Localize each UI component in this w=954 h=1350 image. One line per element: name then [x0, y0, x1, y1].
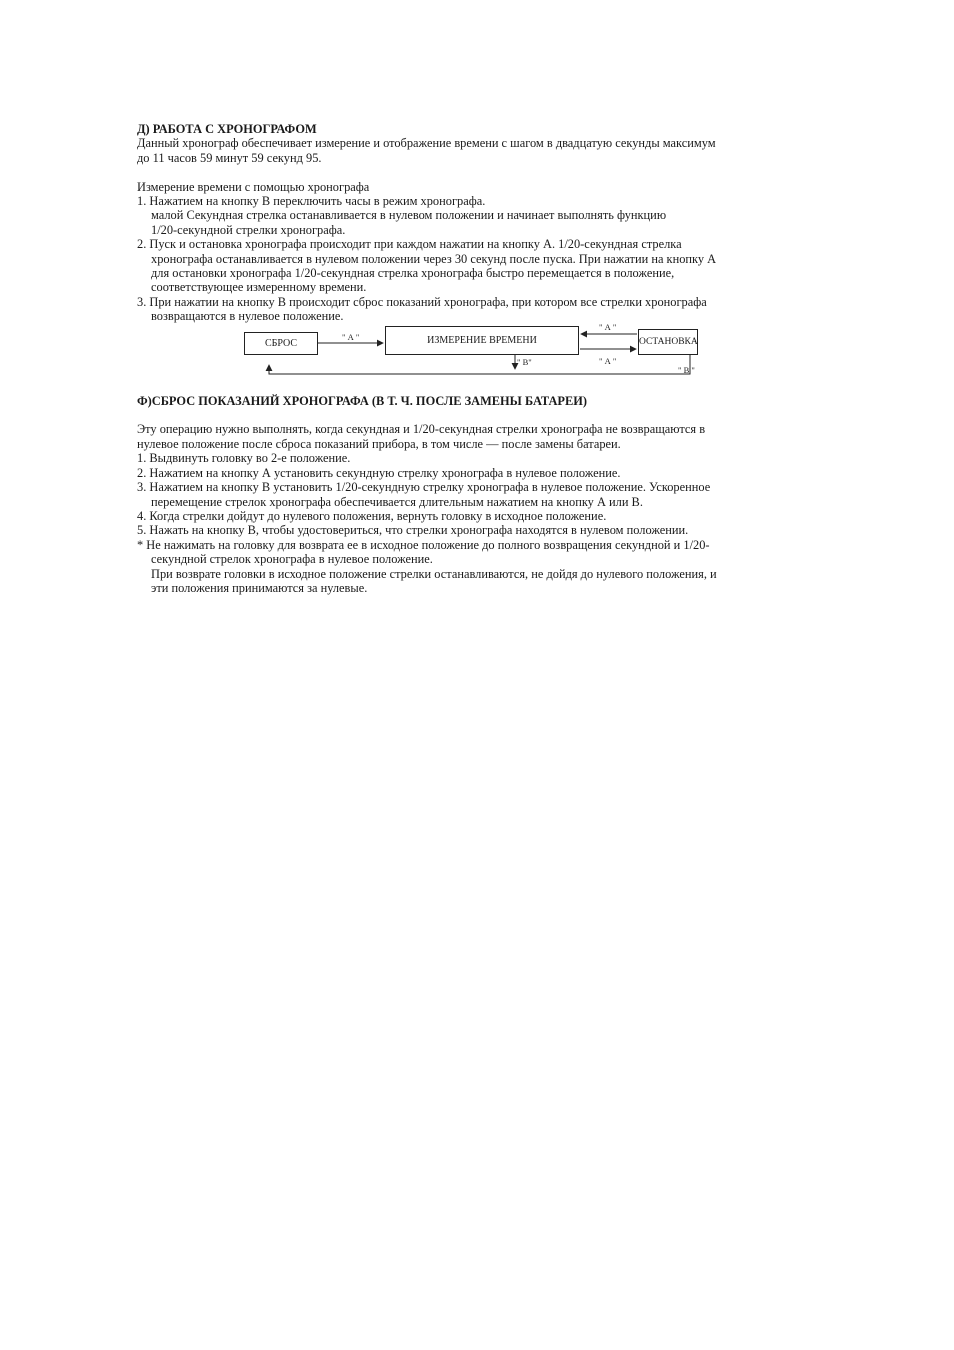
label-b-measure: " В" — [517, 356, 532, 367]
note-line1: * Не нажимать на головку для возврата ее в исходное положение до полного возвращения секундной и 1/20- — [137, 537, 710, 552]
step2: 2. Нажатием на кнопку А установить секундную стрелку хронографа в нулевое положение. — [137, 465, 621, 480]
stop-box-label: ОСТАНОВКА — [639, 336, 698, 347]
step3-line1: 3. Нажатием на кнопку В установить 1/20-секундную стрелку хронографа в нулевое положение. Ускоренное — [137, 480, 711, 495]
note-line3: При возврате головки в исходное положение стрелки останавливаются, не дойдя до нулевого положения, и — [151, 566, 717, 581]
step3-line2: перемещение стрелок хронографа обеспечивается длительным нажатием на кнопку А или В. — [151, 494, 643, 509]
measure-box — [385, 326, 579, 355]
item1-line1: 1. Нажатием на кнопку В переключить часы в режим хронографа. — [137, 194, 486, 209]
section-d-subheading: Измерение времени с помощью хронографа — [137, 179, 370, 194]
note-line4: эти положения принимаются за нулевые. — [151, 580, 368, 595]
section-d-intro-line2: до 11 часов 59 минут 59 секунд 95. — [137, 150, 322, 165]
section-f-intro-line2: нулевое положение после сброса показаний прибора, в том числе — после замены батареи. — [137, 436, 621, 451]
label-a-measure-to-stop: " А " — [599, 355, 617, 366]
section-f-heading: Ф)СБРОС ПОКАЗАНИЙ ХРОНОГРАФА (В Т. Ч. ПОСЛЕ ЗАМЕНЫ БАТАРЕИ) — [137, 393, 588, 408]
section-d-heading: Д) РАБОТА С ХРОНОГРАФОМ — [137, 122, 317, 136]
label-a-stop-to-measure: " А " — [599, 321, 617, 332]
step4: 4. Когда стрелки дойдут до нулевого положения, вернуть головку в исходное положение. — [137, 508, 607, 523]
label-a-reset-to-measure: " А " — [342, 331, 360, 342]
document-page — [137, 122, 817, 595]
item1-line2: малой Секундная стрелка останавливается в нулевом положении и начинает выполнять функцию — [151, 208, 667, 223]
item2-line1: 2. Пуск и остановка хронографа происходит при каждом нажатии на кнопку А. 1/20-секундная стрелка — [137, 237, 682, 252]
step5: 5. Нажать на кнопку В, чтобы удостовериться, что стрелки хронографа находятся в нулевом положении. — [137, 523, 689, 538]
spacer — [137, 165, 817, 179]
section-f-intro-line1: Эту операцию нужно выполнять, когда секундная и 1/20-секундная стрелки хронографа не возвращаются в — [137, 422, 706, 437]
item1-line3: 1/20-секундной стрелки хронографа. — [151, 222, 346, 237]
spacer — [137, 408, 817, 422]
chronograph-flow-diagram — [137, 321, 817, 380]
return-loop-line — [269, 355, 690, 374]
item3-line2: возвращаются в нулевое положение. — [151, 309, 344, 324]
reset-box-label: СБРОС — [264, 337, 298, 349]
step1: 1. Выдвинуть головку во 2-е положение. — [137, 451, 351, 466]
section-d-intro-line1: Данный хронограф обеспечивает измерение и отображение времени с шагом в двадцатую секунды максимум — [137, 136, 716, 151]
item2-line4: соответствующее измеренному времени. — [151, 280, 367, 295]
label-b-stop: " В " — [678, 364, 695, 375]
note-line2: секундной стрелок хронографа в нулевое положение. — [151, 552, 433, 567]
stop-box — [638, 329, 698, 355]
item2-line2: хронографа останавливается в нулевом положении через 30 секунд после пуска. При нажатии на кнопку А — [151, 251, 717, 266]
item2-line3: для остановки хронографа 1/20-секундная стрелка хронографа быстро перемещается в положение, — [151, 266, 675, 281]
measure-box-label: ИЗМЕРЕНИЕ ВРЕМЕНИ — [427, 334, 537, 346]
item3-line1: 3. При нажатии на кнопку В происходит сброс показаний хронографа, при котором все стрелки хронографа — [137, 294, 707, 309]
reset-box — [244, 332, 318, 355]
